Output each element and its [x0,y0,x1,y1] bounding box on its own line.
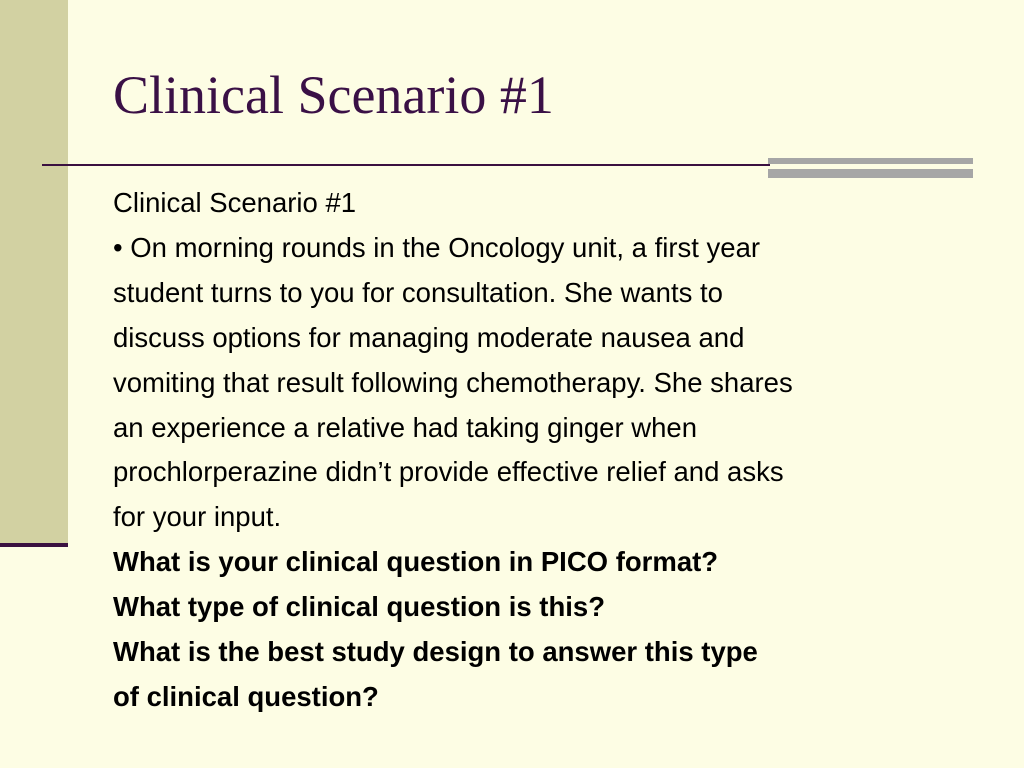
sidebar-underline [0,543,68,547]
slide-body [113,181,993,720]
body-line: for your input. [113,501,282,533]
accent-bar-top [768,158,973,164]
body-line: • On morning rounds in the Oncology unit, a first year [113,231,761,263]
body-line: prochlorperazine didn’t provide effective relief and asks [113,456,784,488]
question-line: of clinical question? [113,680,379,712]
question-line: What type of clinical question is this? [113,591,605,623]
question-line: What is the best study design to answer this type [113,636,758,668]
body-line: discuss options for managing moderate nausea and [113,321,745,353]
body-line: vomiting that result following chemotherapy. She shares [113,366,793,398]
left-sidebar-band [0,0,68,545]
body-line: student turns to you for consultation. She wants to [113,276,723,308]
body-line: an experience a relative had taking ginger when [113,411,697,443]
slide-title: Clinical Scenario #1 [113,65,554,125]
body-line: Clinical Scenario #1 [113,187,357,218]
question-line: What is your clinical question in PICO format? [113,546,719,578]
accent-bar-bottom [768,169,973,178]
title-divider [42,164,770,166]
